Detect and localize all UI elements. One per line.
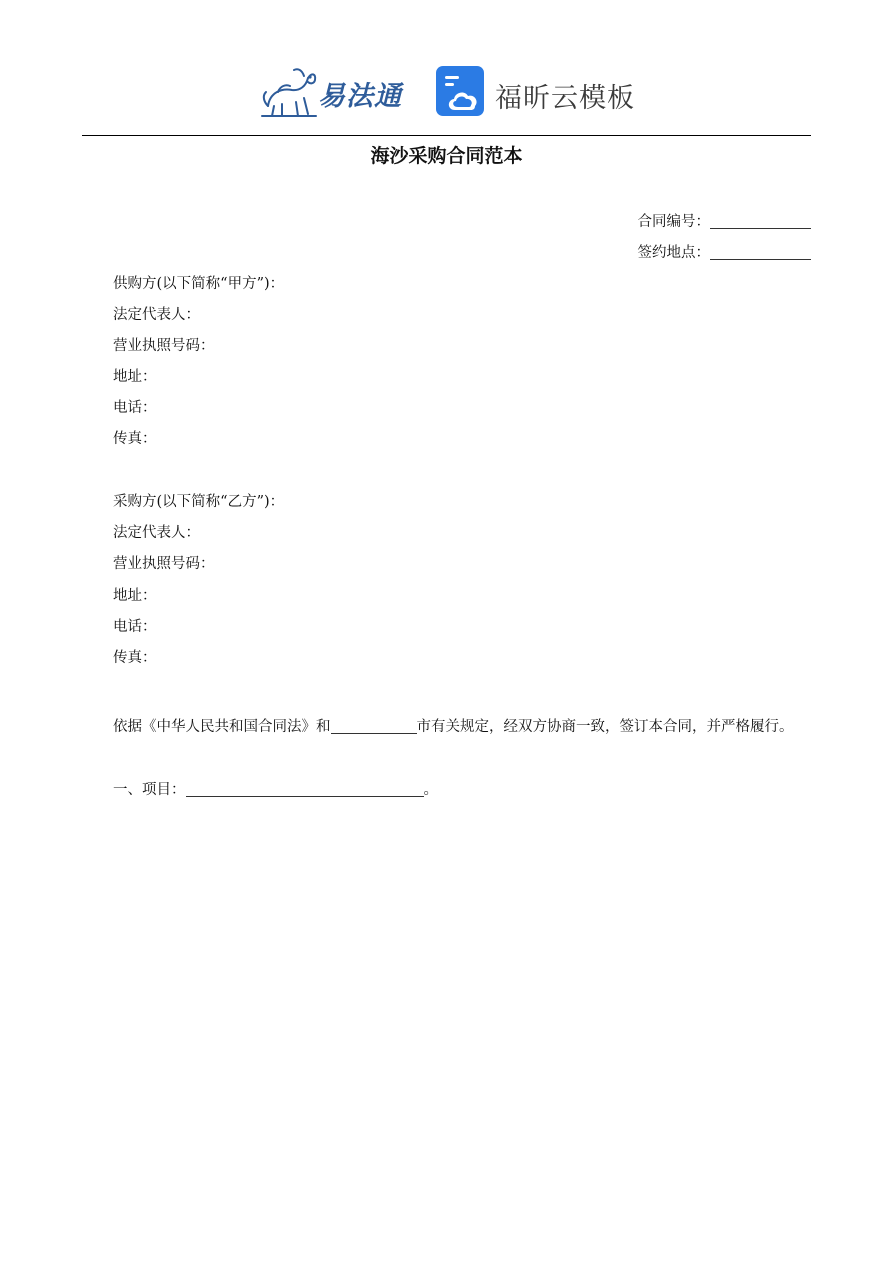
contract-number-label: 合同编号： [637,214,710,230]
item-1-line [113,779,438,800]
item-1-end: 。 [423,782,438,798]
sign-place-blank[interactable] [710,245,811,260]
party-a-legal-rep: 法定代表人： [113,307,200,323]
header [0,58,893,124]
sign-place-field [638,242,812,263]
item-1-blank[interactable] [186,782,424,797]
cloud-document-icon [435,64,487,118]
city-blank[interactable] [331,719,417,734]
item-1-label: 一、项目： [113,782,186,798]
basis-text-after: 市有关规定，经双方协商一致，签订本合同，并严格履行。 [416,719,794,735]
party-b-license-no: 营业执照号码： [113,556,215,572]
basis-paragraph [82,710,811,744]
party-b-fax: 传真： [113,650,157,666]
contract-number-field [638,211,812,232]
party-b-heading: 采购方(以下简称“乙方”)： [113,494,285,510]
party-a-fax: 传真： [113,431,157,447]
party-a-license-no: 营业执照号码： [113,338,215,354]
yifatong-logo [260,62,420,120]
header-divider [82,135,811,136]
party-a-phone: 电话： [113,400,157,416]
qilin-icon [260,62,320,120]
party-a-heading: 供购方(以下简称“甲方”)： [113,276,285,292]
document-title: 海沙采购合同范本 [370,145,523,167]
party-a-address: 地址： [113,369,157,385]
party-b-legal-rep: 法定代表人： [113,525,200,541]
yifatong-logo-text: 易法通 [318,81,402,112]
basis-text-before: 依据《中华人民共和国合同法》和 [113,719,331,735]
contract-number-blank[interactable] [710,214,811,229]
party-b-phone: 电话： [113,619,157,635]
sign-place-label: 签约地点： [637,245,710,261]
party-b-address: 地址： [113,588,157,604]
fuxin-logo-text: 福昕云模板 [495,83,635,114]
fuxin-logo [435,64,645,120]
